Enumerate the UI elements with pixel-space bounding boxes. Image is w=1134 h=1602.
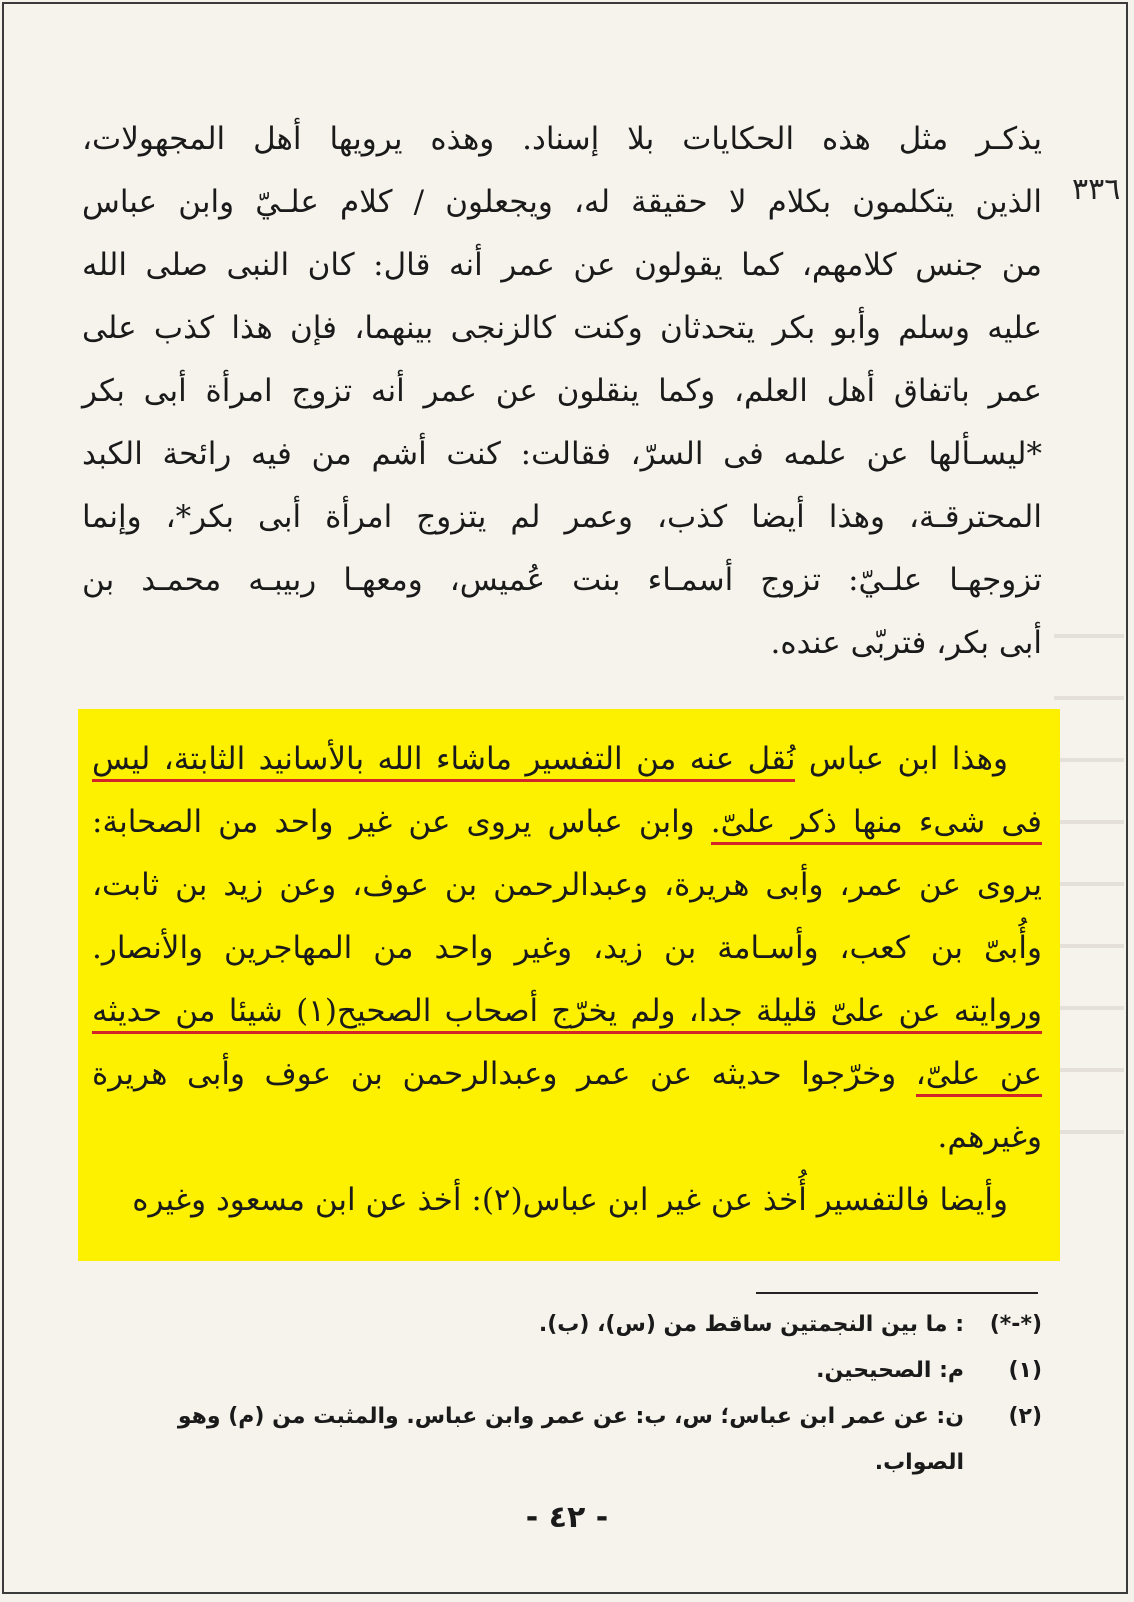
footnote-divider — [756, 1292, 1038, 1294]
footnote-marker: (١) — [1008, 1358, 1042, 1383]
footnote-text: : ما بين النجمتين ساقط من (س)، (ب). — [538, 1312, 964, 1337]
footnote — [84, 1394, 1042, 1486]
body-line: يذكـر مثل هذه الحكايات بلا إسناد. وهذه يرويها أهل المجهولات، — [82, 121, 1042, 157]
underlined-text: عن علىّ، — [916, 1056, 1042, 1097]
highlighted-line: وأُبىّ بن كعب، وأسـامة بن زيد، وغير واحد من المهاجرين والأنصار. — [92, 930, 1042, 966]
highlighted-line: يروى عن عمر، وأبى هريرة، وعبدالرحمن بن عوف، وعن زيد بن ثابت، — [92, 867, 1042, 903]
highlighted-line: وغيرهم. — [937, 1119, 1042, 1155]
underlined-text: نُقل عنه من التفسير ماشاء الله بالأسانيد الثابتة، ليس — [92, 741, 795, 782]
footnote-text: م: الصحيحين. — [816, 1358, 964, 1383]
highlighted-paragraph — [92, 728, 1042, 1232]
underlined-text: فى شىء منها ذكر علىّ. — [711, 804, 1042, 845]
body-line: من جنس كلامهم، كما يقولون عن عمر أنه قال: كان النبى صلى الله — [82, 247, 1042, 283]
highlighted-line — [92, 980, 1042, 1043]
highlighted-line: وأيضا فالتفسير أُخذ عن غير ابن عباس(٢): أخذ عن ابن مسعود وغيره — [132, 1182, 1008, 1218]
page-number: - ٤٢ - — [525, 1500, 609, 1535]
body-line: أبى بكر، فتربّى عنده. — [770, 625, 1042, 661]
footnote-marker: (٢) — [1008, 1404, 1042, 1429]
highlighted-line — [92, 1043, 1042, 1106]
footnote-marker: (*-*) — [989, 1312, 1042, 1337]
book-page — [2, 2, 1128, 1594]
text-run: وابن عباس يروى عن غير واحد من الصحابة: — [92, 804, 711, 840]
body-paragraph — [82, 108, 1042, 675]
body-line: عمر باتفاق أهل العلم، وكما ينقلون عن عمر أنه تزوج امرأة أبى بكر — [82, 373, 1042, 409]
text-run: وهذا ابن عباس — [795, 741, 1008, 777]
body-line: *ليسـألها عن علمه فى السرّ، فقالت: كنت أشم من فيه رائحة الكبد — [82, 436, 1042, 472]
footnotes — [84, 1302, 1042, 1486]
footnote — [84, 1348, 1042, 1394]
bleed-through-text — [1054, 594, 1124, 1154]
body-line: عليه وسلم وأبو بكر يتحدثان وكنت كالزنجى بينهما، فإن هذا كذب على — [82, 310, 1042, 346]
footnote-text: ن: عن عمر ابن عباس؛ س، ب: عن عمر وابن عباس. والمثبت من (م) وهو الصواب. — [177, 1404, 964, 1475]
body-line: المحترقـة، وهذا أيضا كذب، وعمر لم يتزوج امرأة أبى بكر*، وإنما — [82, 499, 1042, 535]
margin-page-reference: ٣٣٦ — [1072, 172, 1121, 207]
highlighted-line — [92, 728, 1042, 791]
text-run: وخرّجوا حديثه عن عمر وعبدالرحمن بن عوف وأبى هريرة — [92, 1056, 916, 1092]
highlighted-line — [92, 791, 1042, 854]
underlined-text: وروايته عن علىّ قليلة جدا، ولم يخرّج أصحاب الصحيح(١) شيئا من حديثه — [92, 993, 1042, 1034]
body-line: تزوجهـا علـيّ: تزوج أسمـاء بنت عُميس، ومعهـا ربيبـه محمـد بن — [82, 562, 1042, 598]
body-line: الذين يتكلمون بكلام لا حقيقة له، ويجعلون / كلام علـيّ وابن عباس — [82, 184, 1042, 220]
footnote — [84, 1302, 1042, 1348]
